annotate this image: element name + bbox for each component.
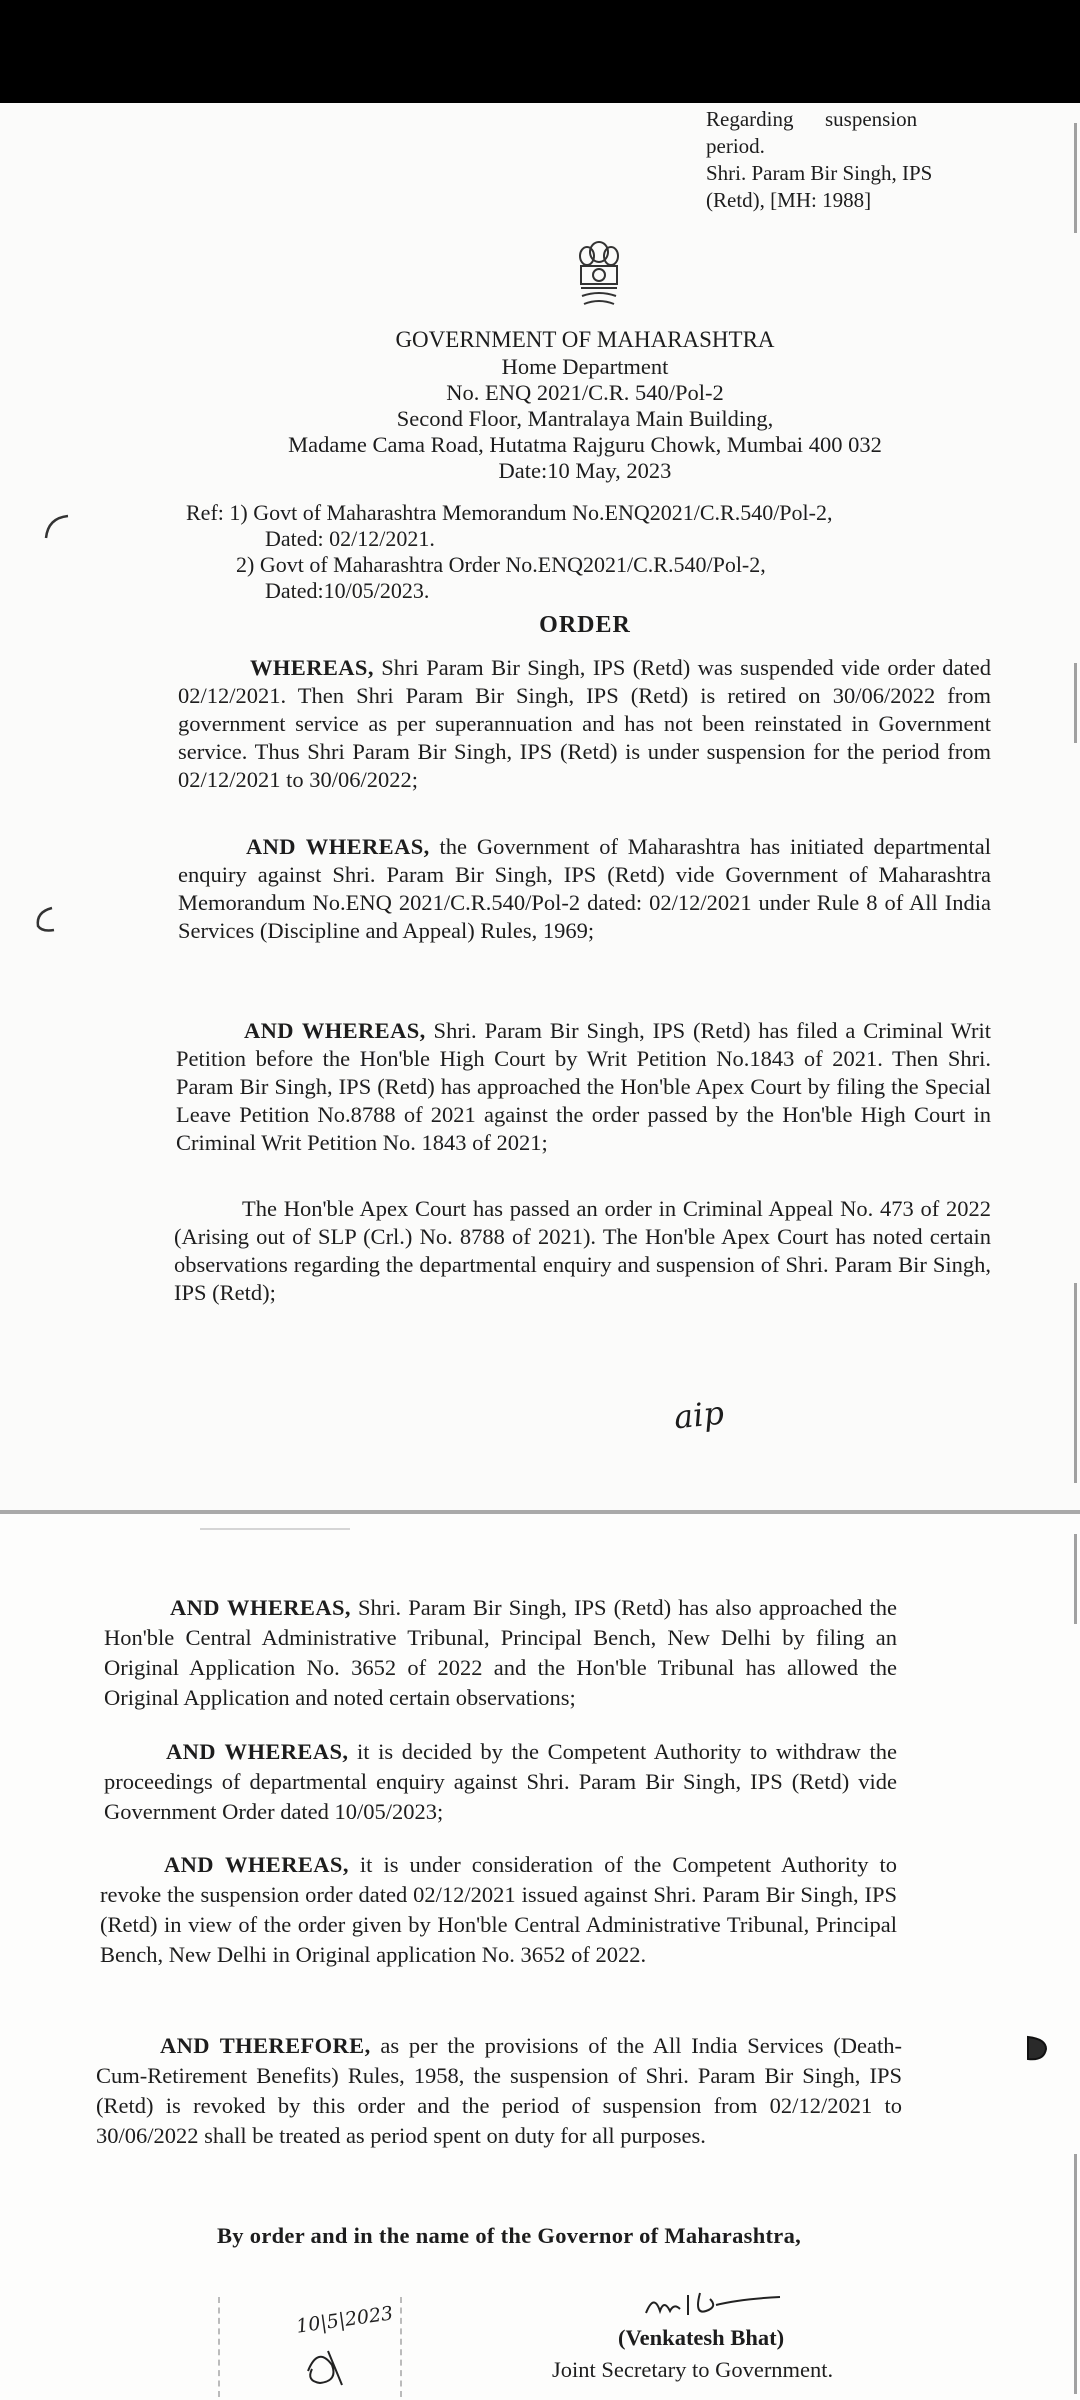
paragraph-7 bbox=[100, 1850, 897, 1970]
paragraph-lead: AND WHEREAS, bbox=[166, 1739, 349, 1764]
top-black-bar bbox=[0, 0, 1080, 103]
handwritten-stamp-date: 10|5|2023 bbox=[294, 2302, 395, 2338]
ref-2-line-2: Dated:10/05/2023. bbox=[265, 578, 430, 603]
scan-edge-mark bbox=[1074, 663, 1077, 743]
paragraph-lead: AND WHEREAS, bbox=[244, 1018, 426, 1043]
faint-scan-line bbox=[200, 1528, 350, 1530]
subject-line: Shri. Param Bir Singh, IPS bbox=[706, 161, 933, 185]
ref-1-line-2: Dated: 02/12/2021. bbox=[265, 526, 435, 551]
paragraph-text: Shri. Param Bir Singh, IPS (Retd) has also approached the Hon'ble Central Administrative Tribunal, Principal Bench, New Delhi by filing an Original Application No. 3652 of 2022 and the Hon'ble Tribunal has allowed the Original Application and noted certain observations; bbox=[104, 1595, 898, 1710]
by-order-line: By order and in the name of the Governor of Maharashtra, bbox=[217, 2223, 802, 2248]
paragraph-text: it is under consideration of the Competent Authority to revoke the suspension order dated 02/12/2021 issued against Shri. Param Bir Singh, IPS (Retd) in view of the order given by Hon'ble Central Administrative Tribunal, Principal Bench, New Delhi in Original application No. 3652 of 2022. bbox=[100, 1852, 898, 1967]
signatory-name: (Venkatesh Bhat) bbox=[618, 2325, 785, 2350]
subject-block bbox=[706, 106, 976, 214]
paragraph-text: Shri. Param Bir Singh, IPS (Retd) has filed a Criminal Writ Petition before the Hon'ble High Court by Writ Petition No.1843 of 2021. Then Shri. Param Bir Singh, IPS (Retd) has approached the Hon'ble Apex Court by filing the Special Leave Petition No.8788 of 2021 against the order passed by the Hon'ble High Court in Criminal Writ Petition No. 1843 of 2021; bbox=[176, 1018, 991, 1155]
paragraph-lead: AND WHEREAS, bbox=[164, 1852, 349, 1877]
ref-1-line-1: 1) Govt of Maharashtra Memorandum No.ENQ2021/C.R.540/Pol-2, bbox=[229, 500, 833, 525]
paragraph-8 bbox=[96, 2031, 902, 2151]
signatory-title: Joint Secretary to Government. bbox=[552, 2357, 834, 2382]
paragraph-5 bbox=[104, 1593, 897, 1713]
header-department: Home Department bbox=[501, 354, 669, 379]
subject-line: period. bbox=[706, 134, 765, 158]
punch-hole-mark bbox=[40, 510, 74, 542]
subject-line: (Retd), [MH: 1988] bbox=[706, 188, 872, 212]
paragraph-text: it is decided by the Competent Authority to withdraw the proceedings of departmental enquiry against Shri. Param Bir Singh, IPS (Retd) vide Government Order dated 10/05/2023; bbox=[104, 1739, 898, 1824]
order-title: ORDER bbox=[539, 612, 631, 638]
paragraph-2 bbox=[178, 833, 991, 945]
ref-2-line-1: 2) Govt of Maharashtra Order No.ENQ2021/C.R.540/Pol-2, bbox=[236, 552, 766, 577]
paragraph-text: Shri Param Bir Singh, IPS (Retd) was suspended vide order dated 02/12/2021. Then Shri Param Bir Singh, IPS (Retd) is retired on 30/06/2022 from government service as per superannuation and has not been reinstated in Government service. Thus Shri Param Bir Singh, IPS (Retd) is under suspension for the period from 02/12/2021 to 30/06/2022; bbox=[178, 655, 991, 792]
header-date: Date:10 May, 2023 bbox=[498, 458, 672, 483]
paragraph-6 bbox=[104, 1737, 897, 1827]
state-emblem-icon bbox=[572, 238, 626, 312]
subject-line: Regarding suspension bbox=[706, 107, 918, 131]
paragraph-text: the Government of Maharashtra has initiated departmental enquiry against Shri. Param Bir Singh, IPS (Retd) vide Government of Maharashtra Memorandum No.ENQ 2021/C.R.540/Pol-2 dated: 02/12/2021 under Rule 8 of All India Services (Discipline and Appeal) Rules, 1969; bbox=[178, 834, 991, 943]
paragraph-lead: AND WHEREAS, bbox=[170, 1595, 351, 1620]
scan-edge-mark bbox=[1074, 1283, 1077, 1483]
paragraph-lead: AND WHEREAS, bbox=[246, 834, 430, 859]
ref-label: Ref: bbox=[186, 500, 224, 525]
header-floor: Second Floor, Mantralaya Main Building, bbox=[396, 406, 774, 431]
paragraph-4 bbox=[174, 1195, 991, 1307]
header-address: Madame Cama Road, Hutatma Rajguru Chowk, Mumbai 400 032 bbox=[288, 432, 882, 457]
paragraph-text: as per the provisions of the All India Services (Death-Cum-Retirement Benefits) Rules, 1958, the suspension of Shri. Param Bir Singh, IPS (Retd) is revoked by this order and the period of suspension from 02/12/2021 to 30/06/2022 shall be treated as period spent on duty for all purposes. bbox=[96, 2033, 903, 2148]
scan-edge-mark bbox=[1074, 1534, 1077, 1624]
stamp-scribble-icon bbox=[298, 2341, 358, 2391]
punch-hole-mark bbox=[1020, 2033, 1054, 2065]
signature-icon bbox=[640, 2285, 790, 2325]
scan-edge-mark bbox=[1074, 123, 1077, 233]
reference-1 bbox=[186, 500, 832, 525]
handwritten-initials: aip bbox=[672, 1393, 726, 1437]
paragraph-text: The Hon'ble Apex Court has passed an order in Criminal Appeal No. 473 of 2022 (Arising out of SLP (Crl.) No. 8788 of 2021). The Hon'ble Apex Court has noted certain observations regarding the departmental enquiry and suspension of Shri. Param Bir Singh, IPS (Retd); bbox=[174, 1196, 991, 1305]
header-number: No. ENQ 2021/C.R. 540/Pol-2 bbox=[446, 380, 724, 405]
paragraph-lead: WHEREAS, bbox=[250, 655, 374, 680]
paragraph-lead: AND THEREFORE, bbox=[160, 2033, 371, 2058]
header-government: GOVERNMENT OF MAHARASHTRA bbox=[395, 327, 775, 352]
paragraph-3 bbox=[176, 1017, 991, 1157]
scan-edge-mark bbox=[1074, 2154, 1077, 2394]
paragraph-1 bbox=[178, 654, 991, 794]
receipt-stamp bbox=[218, 2297, 402, 2397]
punch-hole-mark bbox=[30, 904, 64, 936]
